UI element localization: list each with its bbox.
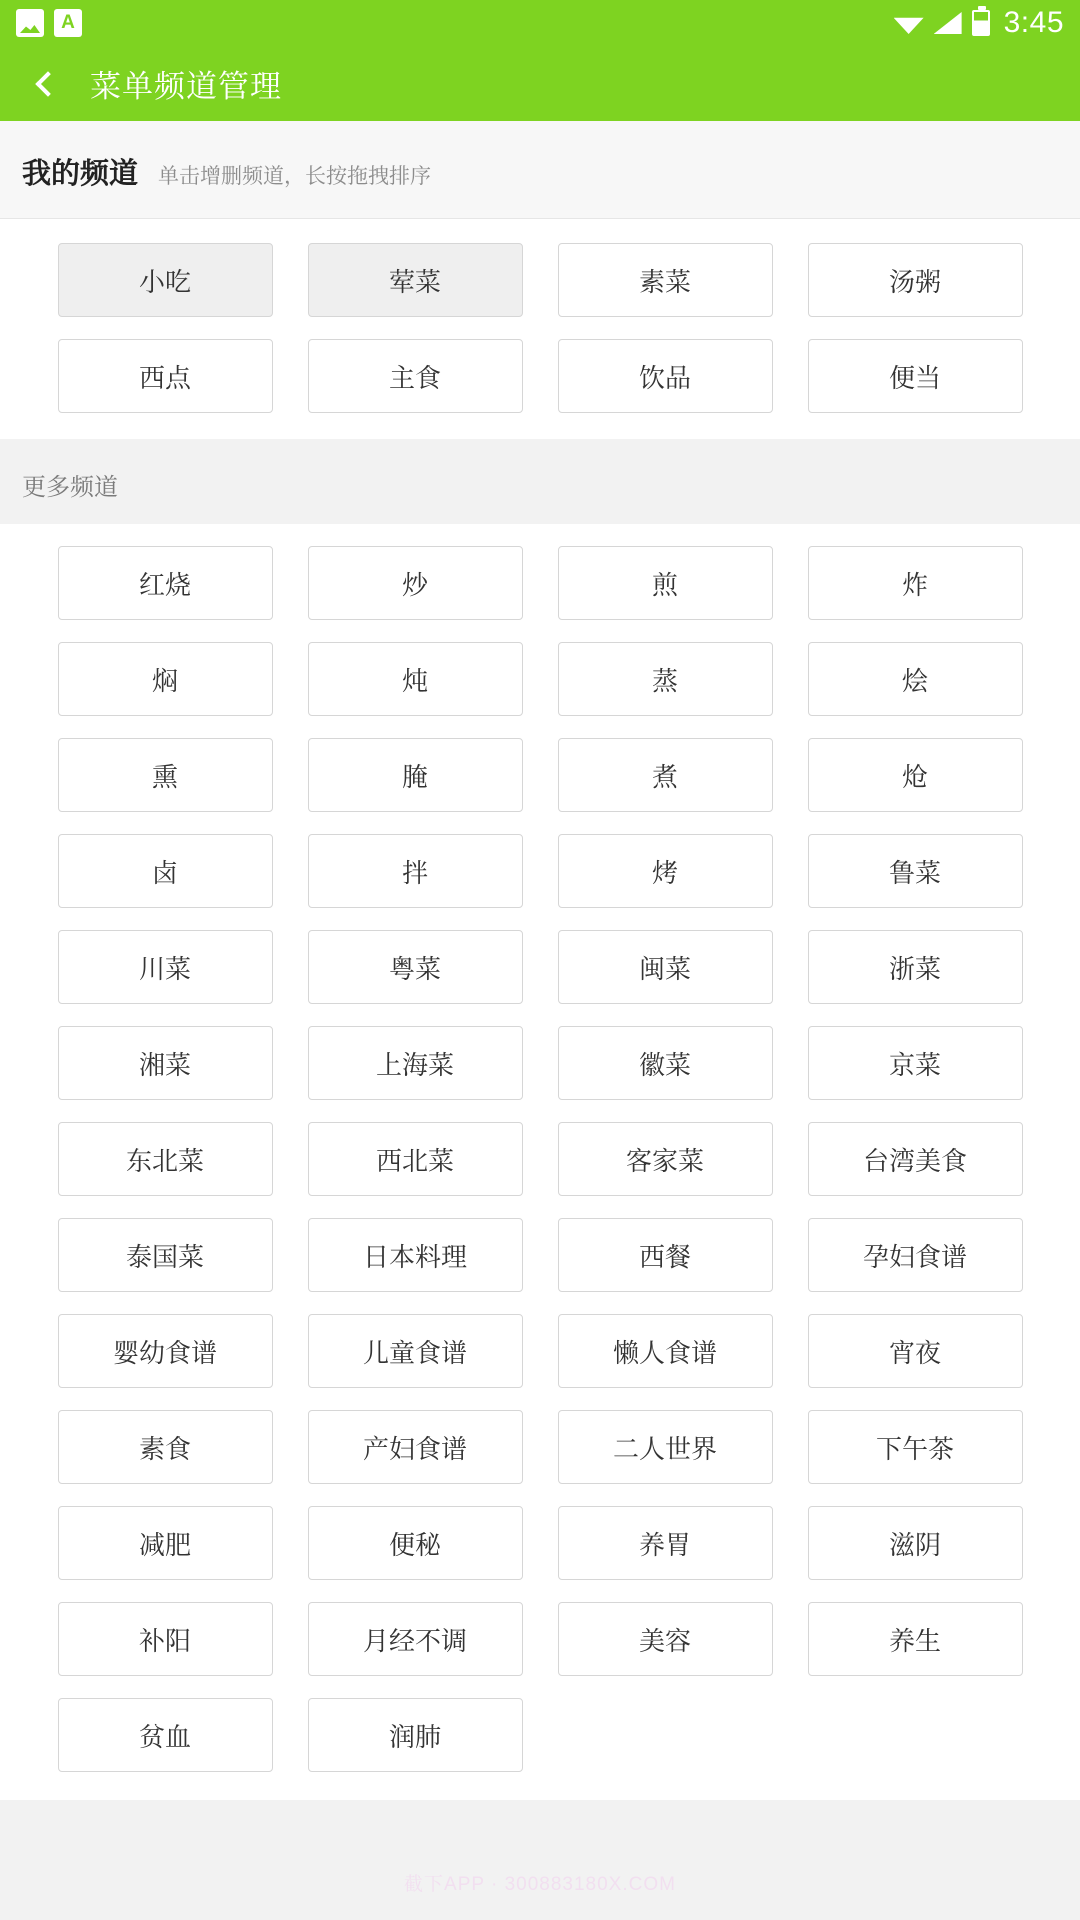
more-channel-chip[interactable]: 闽菜 <box>558 930 773 1004</box>
more-channel-chip[interactable]: 粤菜 <box>308 930 523 1004</box>
more-channel-chip[interactable]: 炸 <box>808 546 1023 620</box>
app-icon: A <box>54 9 82 37</box>
more-channel-chip[interactable]: 便秘 <box>308 1506 523 1580</box>
more-channel-chip[interactable]: 产妇食谱 <box>308 1410 523 1484</box>
more-channel-chip[interactable]: 浙菜 <box>808 930 1023 1004</box>
status-bar-right <box>894 6 1064 40</box>
footer-spacer <box>0 1800 1080 1840</box>
more-channel-chip[interactable]: 焖 <box>58 642 273 716</box>
my-channels-panel <box>0 219 1080 439</box>
more-channel-chip[interactable]: 炝 <box>808 738 1023 812</box>
battery-icon <box>972 10 990 36</box>
my-channel-chip[interactable]: 西点 <box>58 339 273 413</box>
more-channel-chip[interactable]: 下午茶 <box>808 1410 1023 1484</box>
status-bar <box>0 0 1080 46</box>
more-channel-chip[interactable]: 烩 <box>808 642 1023 716</box>
more-channel-chip[interactable]: 二人世界 <box>558 1410 773 1484</box>
more-channel-chip[interactable]: 素食 <box>58 1410 273 1484</box>
more-channel-chip[interactable]: 京菜 <box>808 1026 1023 1100</box>
more-channel-chip[interactable]: 西餐 <box>558 1218 773 1292</box>
more-channel-chip[interactable]: 婴幼食谱 <box>58 1314 273 1388</box>
more-channel-chip[interactable]: 滋阴 <box>808 1506 1023 1580</box>
more-channel-chip[interactable]: 孕妇食谱 <box>808 1218 1023 1292</box>
more-channel-chip[interactable]: 炖 <box>308 642 523 716</box>
app-bar <box>0 46 1080 121</box>
my-channel-chip[interactable]: 饮品 <box>558 339 773 413</box>
more-channels-grid <box>0 546 1080 1772</box>
more-channel-chip[interactable]: 鲁菜 <box>808 834 1023 908</box>
more-channel-chip[interactable]: 徽菜 <box>558 1026 773 1100</box>
more-channel-chip[interactable]: 炒 <box>308 546 523 620</box>
more-channel-chip[interactable]: 上海菜 <box>308 1026 523 1100</box>
more-channels-panel <box>0 524 1080 1800</box>
more-channel-chip[interactable]: 湘菜 <box>58 1026 273 1100</box>
back-chevron-icon <box>35 71 60 96</box>
more-channel-chip[interactable]: 月经不调 <box>308 1602 523 1676</box>
more-channel-chip[interactable]: 煮 <box>558 738 773 812</box>
more-channel-chip[interactable]: 卤 <box>58 834 273 908</box>
more-channel-chip[interactable]: 养生 <box>808 1602 1023 1676</box>
more-channel-chip[interactable]: 腌 <box>308 738 523 812</box>
my-channel-chip[interactable]: 便当 <box>808 339 1023 413</box>
wifi-icon <box>894 12 924 34</box>
my-channel-chip[interactable]: 小吃 <box>58 243 273 317</box>
more-channel-chip[interactable]: 蒸 <box>558 642 773 716</box>
more-channel-chip[interactable]: 烤 <box>558 834 773 908</box>
more-channel-chip[interactable]: 西北菜 <box>308 1122 523 1196</box>
more-channel-chip[interactable]: 儿童食谱 <box>308 1314 523 1388</box>
my-channel-chip[interactable]: 主食 <box>308 339 523 413</box>
signal-icon <box>934 12 962 34</box>
more-channel-chip[interactable]: 东北菜 <box>58 1122 273 1196</box>
more-channel-chip[interactable]: 减肥 <box>58 1506 273 1580</box>
more-channel-chip[interactable]: 煎 <box>558 546 773 620</box>
more-channel-chip[interactable]: 宵夜 <box>808 1314 1023 1388</box>
more-channel-chip[interactable]: 拌 <box>308 834 523 908</box>
my-channels-hint: 单击增删频道，长按拖拽排序 <box>158 165 432 188</box>
more-channel-chip[interactable]: 泰国菜 <box>58 1218 273 1292</box>
more-channel-chip[interactable]: 补阳 <box>58 1602 273 1676</box>
my-channels-grid <box>0 243 1080 413</box>
page-title: 菜单频道管理 <box>90 69 282 104</box>
more-channel-chip[interactable]: 懒人食谱 <box>558 1314 773 1388</box>
my-channel-chip[interactable]: 汤粥 <box>808 243 1023 317</box>
my-channel-chip[interactable]: 荤菜 <box>308 243 523 317</box>
more-channel-chip[interactable]: 美容 <box>558 1602 773 1676</box>
more-channel-chip[interactable]: 川菜 <box>58 930 273 1004</box>
clock-label: 3:45 <box>1003 6 1064 39</box>
my-channels-title: 我的频道 <box>22 158 139 190</box>
more-channel-chip[interactable]: 熏 <box>58 738 273 812</box>
my-channel-chip[interactable]: 素菜 <box>558 243 773 317</box>
status-bar-left <box>16 9 894 37</box>
more-channel-chip[interactable]: 养胃 <box>558 1506 773 1580</box>
photo-icon <box>16 9 44 37</box>
more-channel-chip[interactable]: 润肺 <box>308 1698 523 1772</box>
more-channel-chip[interactable]: 贫血 <box>58 1698 273 1772</box>
more-channel-chip[interactable]: 客家菜 <box>558 1122 773 1196</box>
my-channels-header <box>0 121 1080 219</box>
more-channel-chip[interactable]: 日本料理 <box>308 1218 523 1292</box>
content-scroll[interactable] <box>0 121 1080 1920</box>
watermark-label: 截下APP · 300883180X.COM <box>404 1874 676 1895</box>
more-channel-chip[interactable]: 台湾美食 <box>808 1122 1023 1196</box>
back-button[interactable] <box>22 61 68 107</box>
more-channels-title: 更多频道 <box>0 439 1080 524</box>
more-channel-chip[interactable]: 红烧 <box>58 546 273 620</box>
